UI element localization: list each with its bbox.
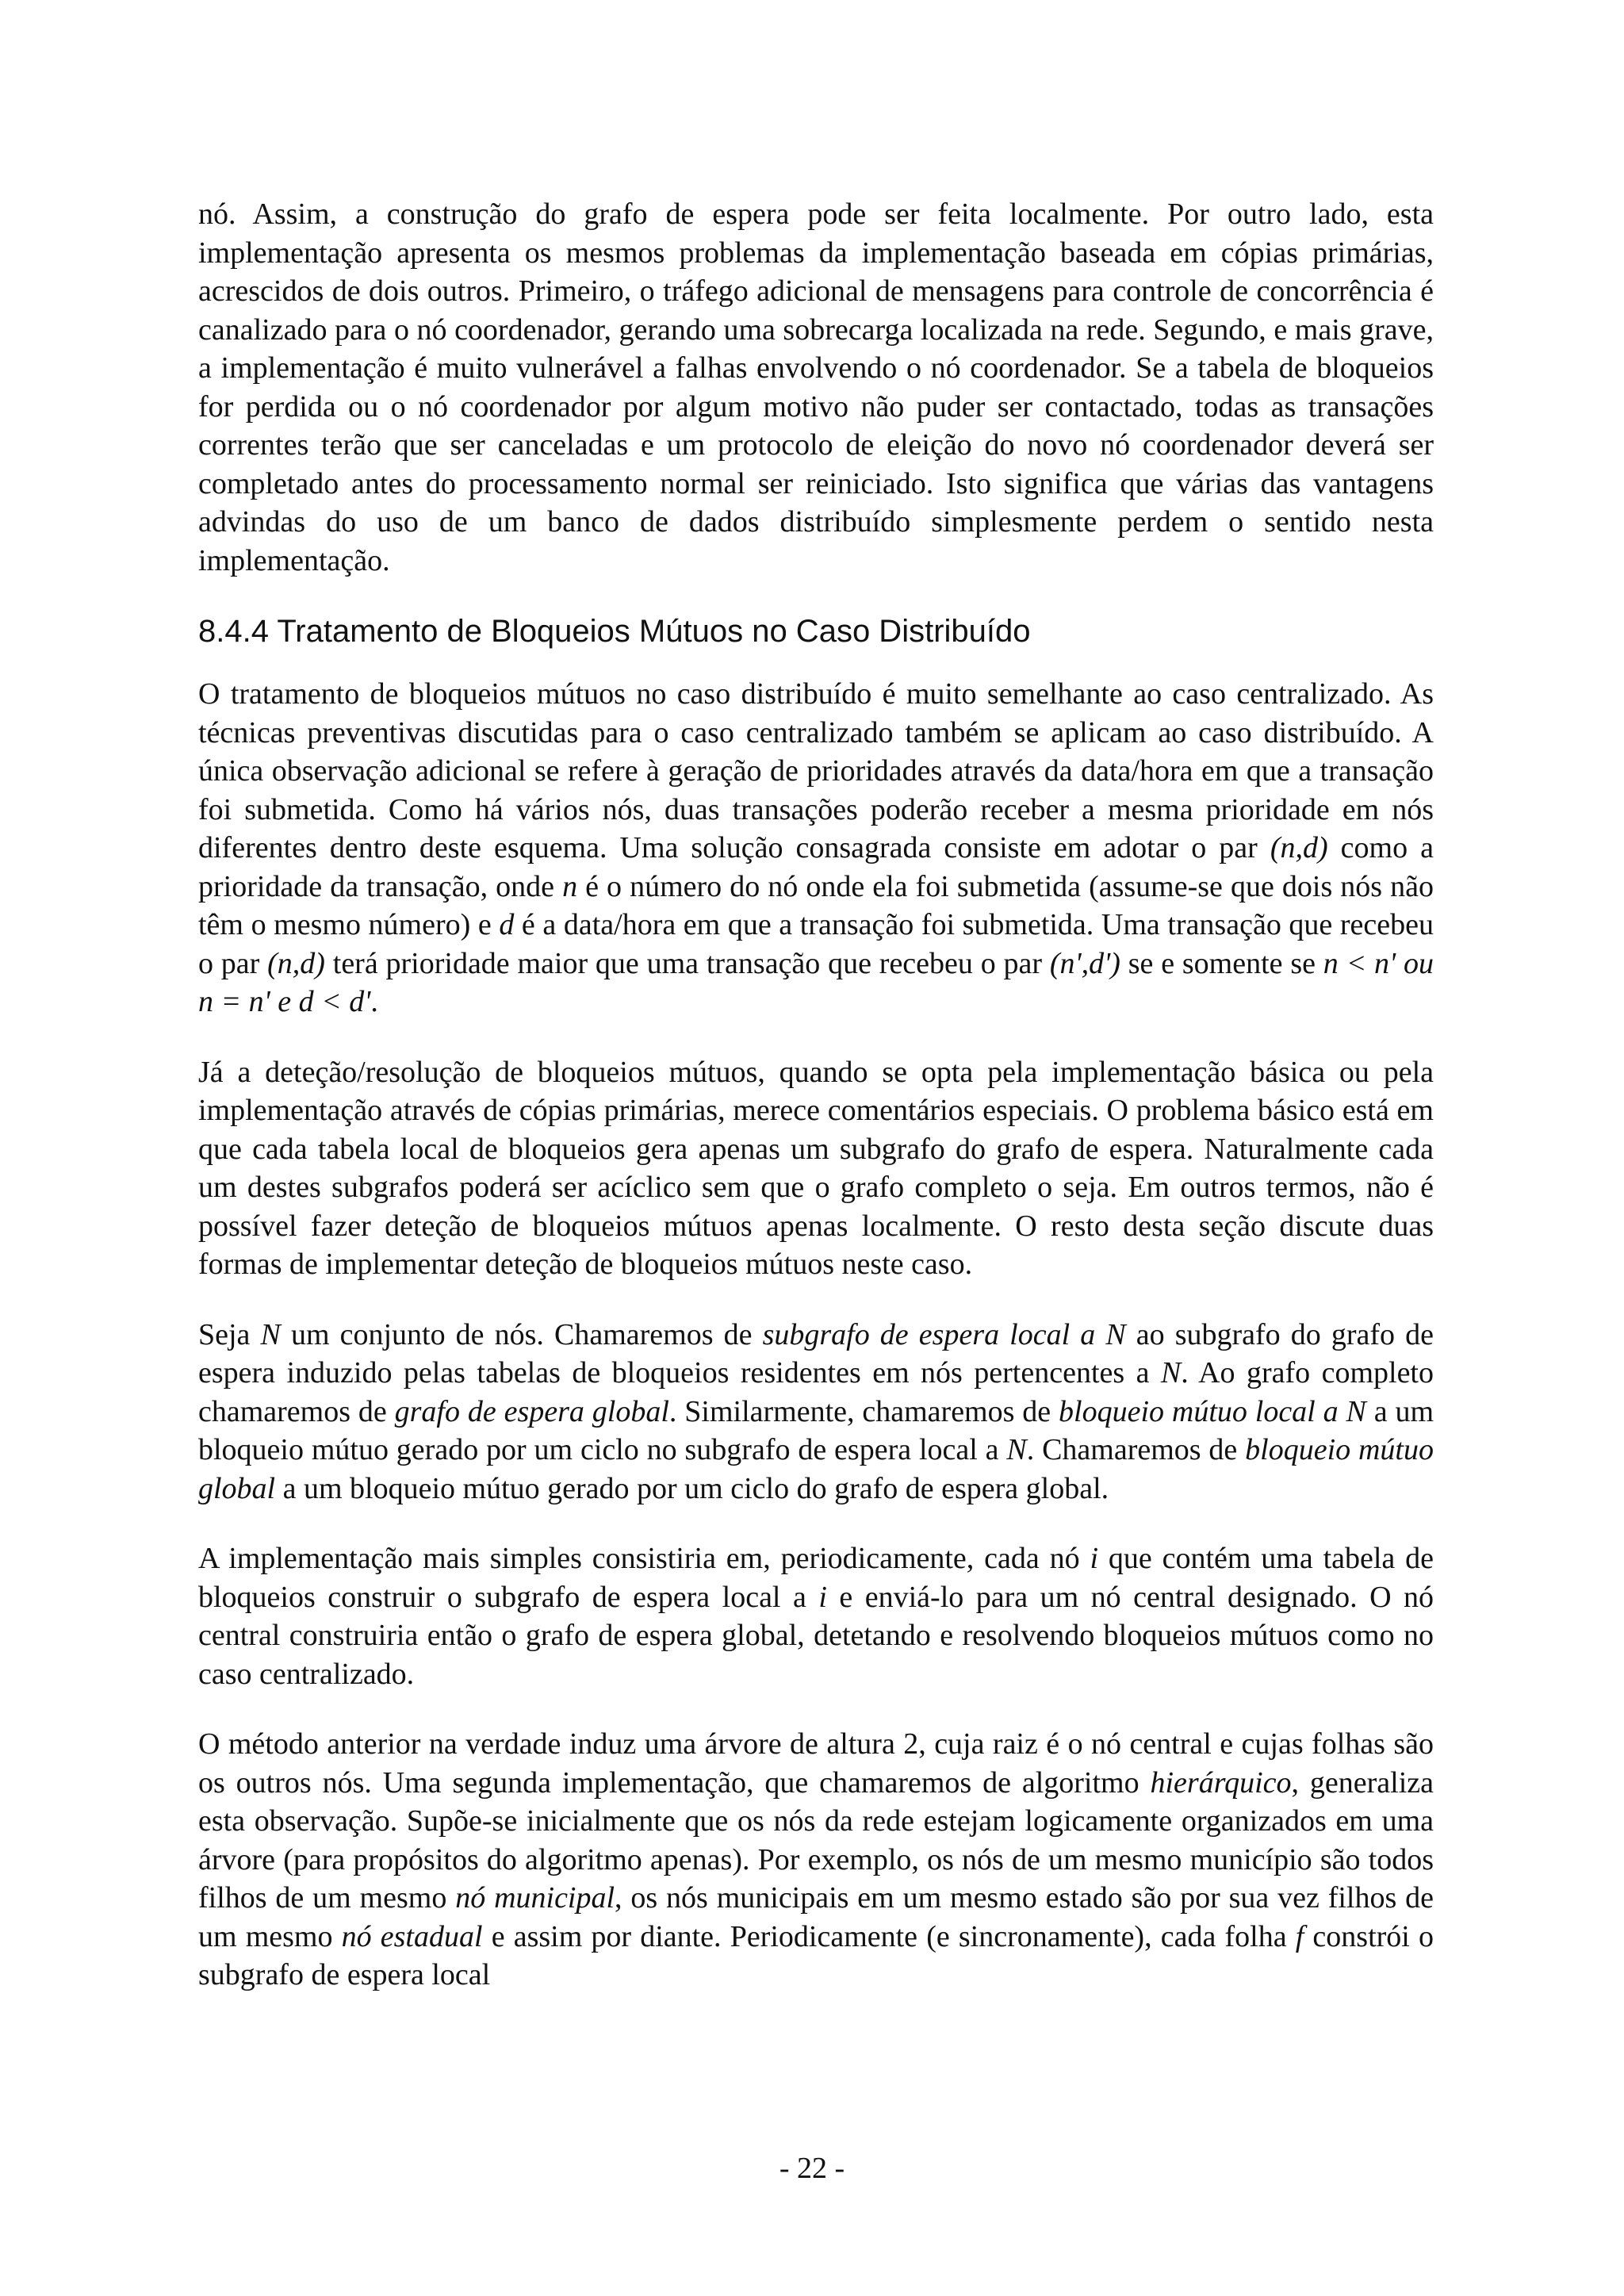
paragraph-hierarchical-algorithm: O método anterior na verdade induz uma árvore de altura 2, cuja raiz é o nó central e cujas folhas são os outros nós. Uma segunda implementação, que chamaremos de algoritmo hierárquico, generaliza esta observação. Supõe-se inicialmente que os nós da rede estejam logicamente organizados em uma árvore (para propósitos do algoritmo apenas). Por exemplo, os nós de um mesmo município são todos filhos de um mesmo nó municipal, os nós municipais em um mesmo estado são por sua vez filhos de um mesmo nó estadual e assim por diante. Periodicamente (e sincronamente), cada folha f constrói o subgrafo de espera local [198, 1727, 1434, 1991]
paragraph-deadlock-detection: Já a deteção/resolução de bloqueios mútuos, quando se opta pela implementação básica ou pela implementação através de cópias primárias, merece comentários especiais. O problema básico está em que cada tabela local de bloqueios gera apenas um subgrafo do grafo de espera. Naturalmente cada um destes subgrafos poderá ser acíclico sem que o grafo completo o seja. Em outros termos, não é possível fazer deteção de bloqueios mútuos apenas localmente. O resto desta seção discute duas formas de implementar deteção de bloqueios mútuos neste caso. [198, 1055, 1434, 1281]
paragraph-coordinator-issues: nó. Assim, a construção do grafo de espera pode ser feita localmente. Por outro lado, esta implementação apresenta os mesmos problemas da implementação baseada em cópias primárias, acrescidos de dois outros. Primeiro, o tráfego adicional de mensagens para controle de concorrência é canalizado para o nó coordenador, gerando uma sobrecarga localizada na rede. Segundo, e mais grave, a implementação é muito vulnerável a falhas envolvendo o nó coordenador. Se a tabela de bloqueios for perdida ou o nó coordenador por algum motivo não puder ser contactado, todas as transações correntes terão que ser canceladas e um protocolo de eleição do novo nó coordenador deverá ser completado antes do processamento normal ser reiniciado. Isto significa que várias das vantagens advindas do uso de um banco de dados distribuído simplesmente perdem o sentido nesta implementação. [198, 197, 1434, 577]
page-number: - 22 - [779, 2152, 845, 2185]
paragraph-simple-implementation: A implementação mais simples consistiria em, periodicamente, cada nó i que contém uma tabela de bloqueios construir o subgrafo de espera local a i e enviá-lo para um nó central designado. O nó central construiria então o grafo de espera global, detetando e resolvendo bloqueios mútuos como no caso centralizado. [198, 1542, 1434, 1691]
section-heading: 8.4.4 Tratamento de Bloqueios Mútuos no Caso Distribuído [198, 614, 1031, 649]
paragraph-definitions: Seja N um conjunto de nós. Chamaremos de subgrafo de espera local a N ao subgrafo do grafo de espera induzido pelas tabelas de bloqueios residentes em nós pertencentes a N. Ao grafo completo chamaremos de grafo de espera global. Similarmente, chamaremos de bloqueio mútuo local a N a um bloqueio mútuo gerado por um ciclo no subgrafo de espera local a N. Chamaremos de bloqueio mútuo global a um bloqueio mútuo gerado por um ciclo do grafo de espera global. [198, 1317, 1434, 1505]
paragraph-deadlock-prevention: O tratamento de bloqueios mútuos no caso distribuído é muito semelhante ao caso centralizado. As técnicas preventivas discutidas para o caso centralizado também se aplicam ao caso distribuído. A única observação adicional se refere à geração de prioridades através da data/hora em que a transação foi submetida. Como há vários nós, duas transações poderão receber a mesma prioridade em nós diferentes dentro deste esquema. Uma solução consagrada consiste em adotar o par (n,d) como a prioridade da transação, onde n é o número do nó onde ela foi submetida (assume-se que dois nós não têm o mesmo número) e d é a data/hora em que a transação foi submetida. Uma transação que recebeu o par (n,d) terá prioridade maior que uma transação que recebeu o par (n',d') se e somente se n < n' ou n = n' e d < d'. [198, 677, 1434, 1018]
document-page [198, 195, 1434, 1995]
